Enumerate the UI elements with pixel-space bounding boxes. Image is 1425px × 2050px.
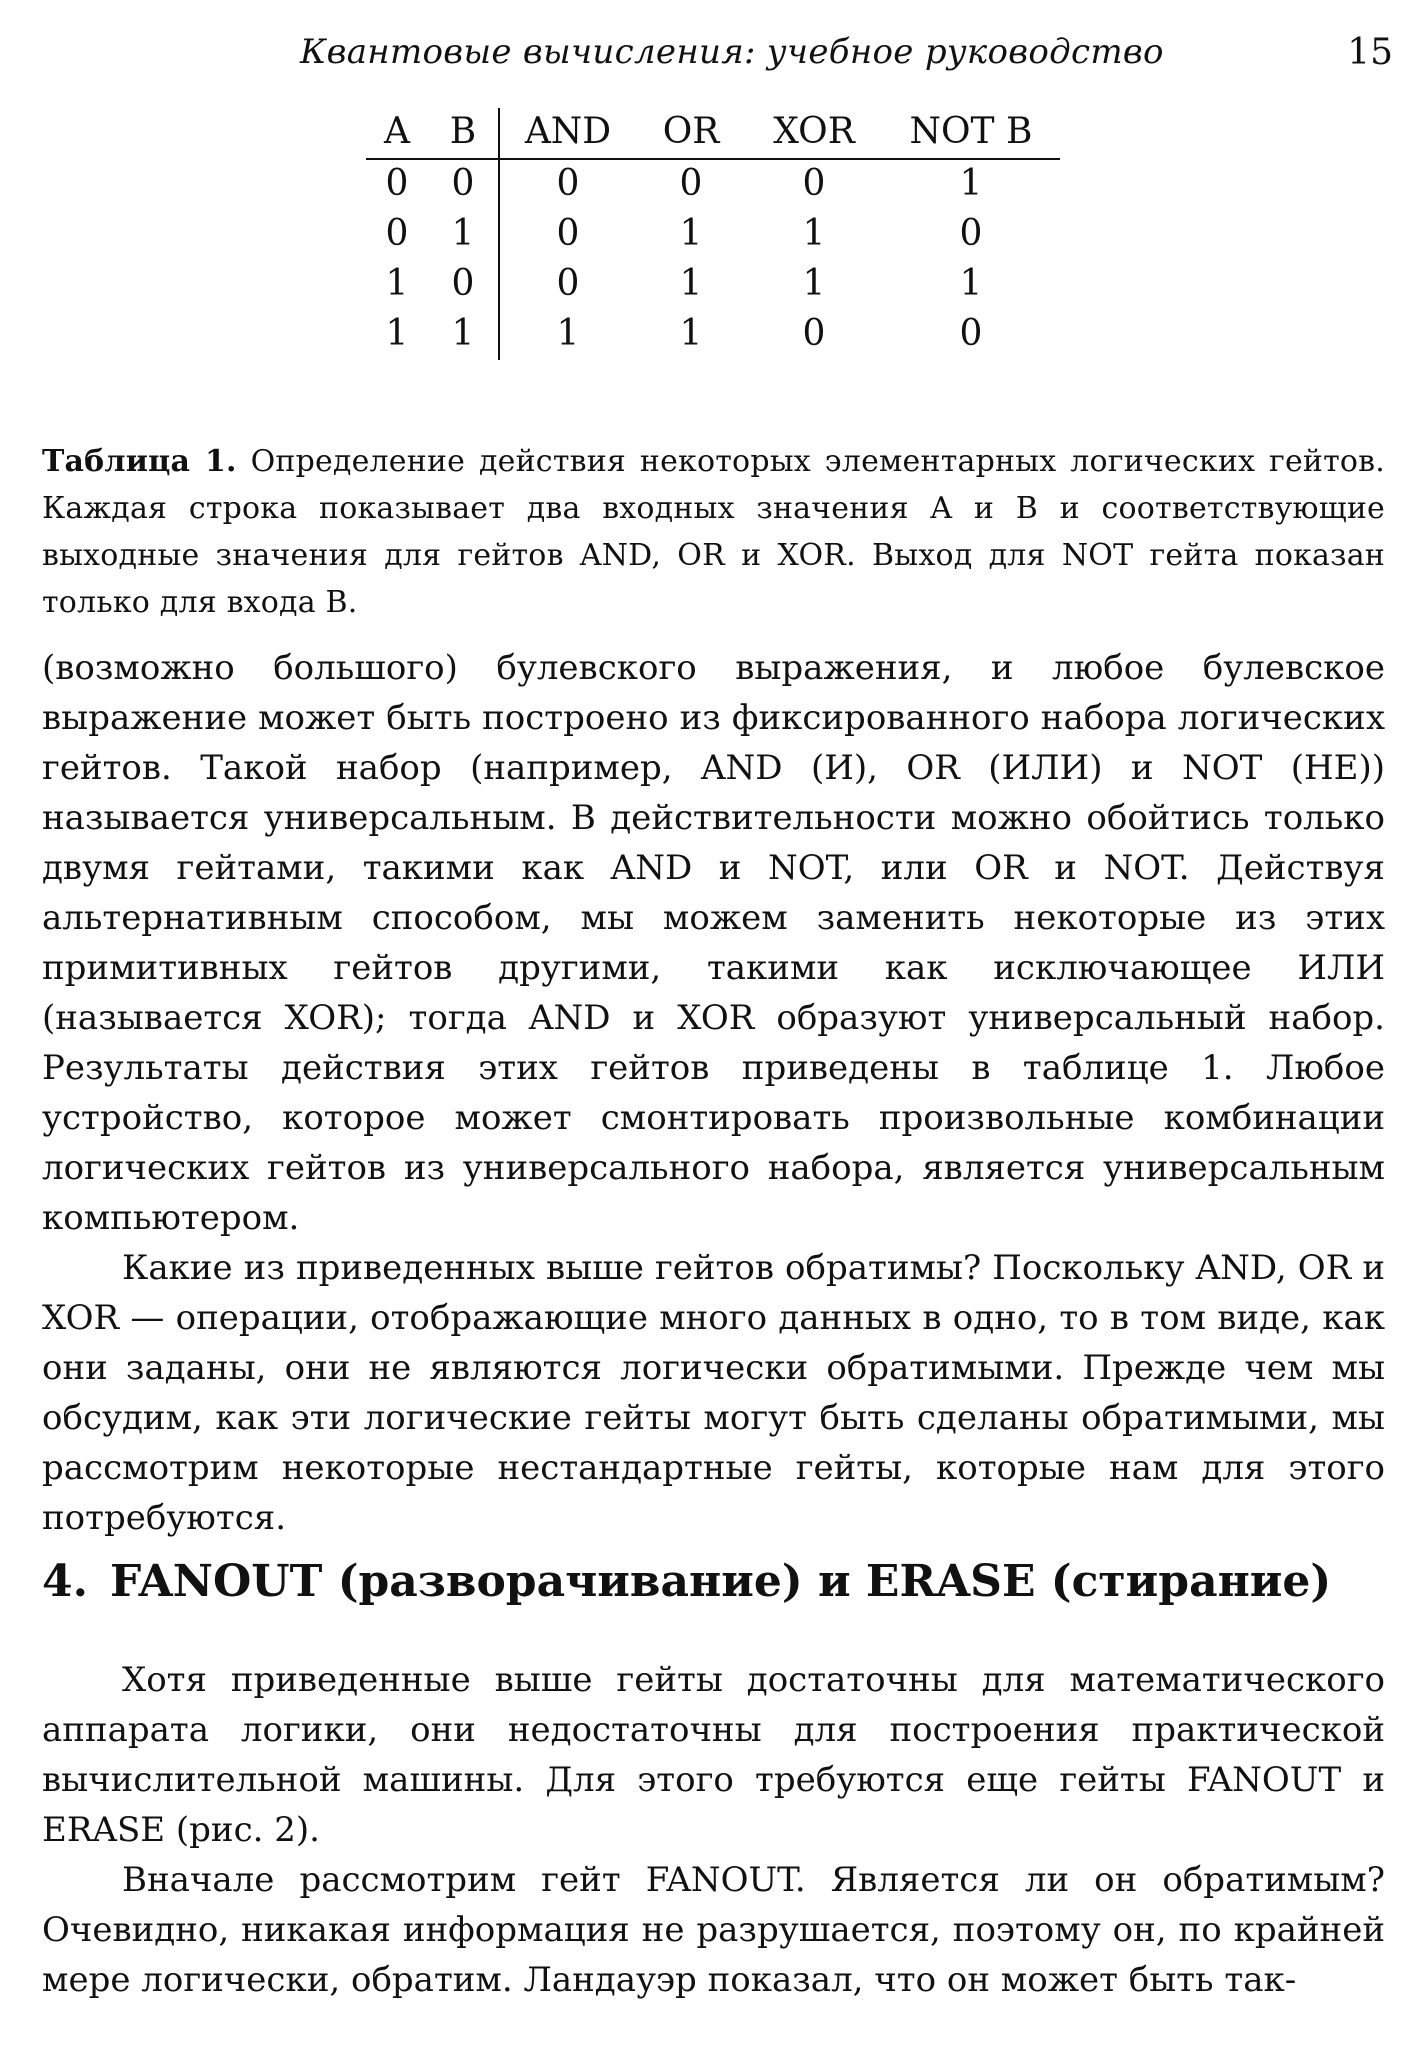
table-header-cell: AND: [499, 108, 636, 159]
table-cell: 1: [428, 310, 499, 360]
table-cell: 1: [385, 263, 409, 304]
table-row: [366, 159, 1060, 210]
page-number: 15: [1347, 32, 1393, 73]
section-heading: [42, 1552, 1385, 1612]
table-header-cell: B: [428, 108, 499, 159]
table-row: [366, 310, 1060, 360]
body-text: [42, 643, 1385, 1543]
table-header-cell: A: [366, 108, 428, 159]
table-cell: 0: [679, 163, 703, 204]
table-cell: 1: [556, 313, 580, 354]
table-cell: 0: [556, 163, 580, 204]
paragraph: (возможно большого) булевского выражения, и любое булевское выражение может быть построено из фиксированного набора логических гейтов. Такой набор (например, AND (И), OR (ИЛИ) и NOT (НЕ)) называется универсальным. В действительности можно обойтись только двумя гейтами, такими как AND и NOT, или OR и NOT. Действуя альтернативным способом, мы можем заменить некоторые из этих примитивных гейтов другими, такими как исключающее ИЛИ (называется XOR); тогда AND и XOR образуют универсальный набор. Результаты действия этих гейтов приведены в таблице 1. Любое устройство, которое может смонтировать произвольные комбинации логических гейтов из универсального набора, является универсальным компьютером.: [42, 648, 1385, 1238]
table-header-cell: OR: [636, 108, 746, 159]
table-cell: 1: [802, 213, 826, 254]
caption-text: Определение действия некоторых элементарных логических гейтов. Каждая строка показывает два входных значения A и B и соответствующие выходные значения для гейтов AND, OR и XOR. Выход для NOT гейта показан только для входа B.: [42, 444, 1385, 620]
table-cell: 0: [802, 163, 826, 204]
caption-label: Таблица 1.: [42, 444, 237, 479]
truth-table: [366, 108, 1060, 360]
table-cell: 0: [428, 159, 499, 210]
table-cell: 1: [385, 313, 409, 354]
table-row: [366, 260, 1060, 310]
table-cell: 1: [802, 263, 826, 304]
table-cell: 1: [428, 210, 499, 260]
table-cell: 0: [556, 263, 580, 304]
table-header-cell: NOT B: [882, 108, 1060, 159]
table-cell: 1: [959, 263, 983, 304]
paragraph: Хотя приведенные выше гейты достаточны для математического аппарата логики, они недостаточны для построения практической вычислительной машины. Для этого требуются еще гейты FANOUT и ERASE (рис. 2).: [42, 1660, 1385, 1850]
section-number: 4.: [42, 1556, 88, 1607]
table-cell: 1: [679, 213, 703, 254]
running-head: Квантовые вычисления: учебное руководство: [300, 32, 1164, 72]
table-cell: 0: [959, 213, 983, 254]
table-cell: 0: [385, 213, 409, 254]
paragraph: Какие из приведенных выше гейтов обратимы? Поскольку AND, OR и XOR — операции, отображающие много данных в одно, то в том виде, как они заданы, они не являются логически обратимыми. Прежде чем мы обсудим, как эти логические гейты могут быть сделаны обратимыми, мы рассмотрим некоторые нестандартные гейты, которые нам для этого потребуются.: [42, 1248, 1385, 1538]
table-cell: 1: [679, 263, 703, 304]
table-header-row: [366, 108, 1060, 159]
table-cell: 0: [959, 313, 983, 354]
table-cell: 1: [679, 313, 703, 354]
table-row: [366, 210, 1060, 260]
table-caption: [42, 438, 1385, 626]
table-cell: 0: [802, 313, 826, 354]
table-cell: 0: [556, 213, 580, 254]
table-cell: 1: [959, 163, 983, 204]
table-cell: 0: [385, 163, 409, 204]
table-header-cell: XOR: [746, 108, 882, 159]
paragraph: Вначале рассмотрим гейт FANOUT. Является ли он обратимым? Очевидно, никакая информация не разрушается, поэтому он, по крайней мере логически, обратим. Ландауэр показал, что он может быть так-: [42, 1860, 1385, 2000]
table-cell: 0: [428, 260, 499, 310]
section-body-text: [42, 1655, 1385, 2005]
section-title: FANOUT (разворачивание) и ERASE (стирание): [109, 1556, 1332, 1607]
